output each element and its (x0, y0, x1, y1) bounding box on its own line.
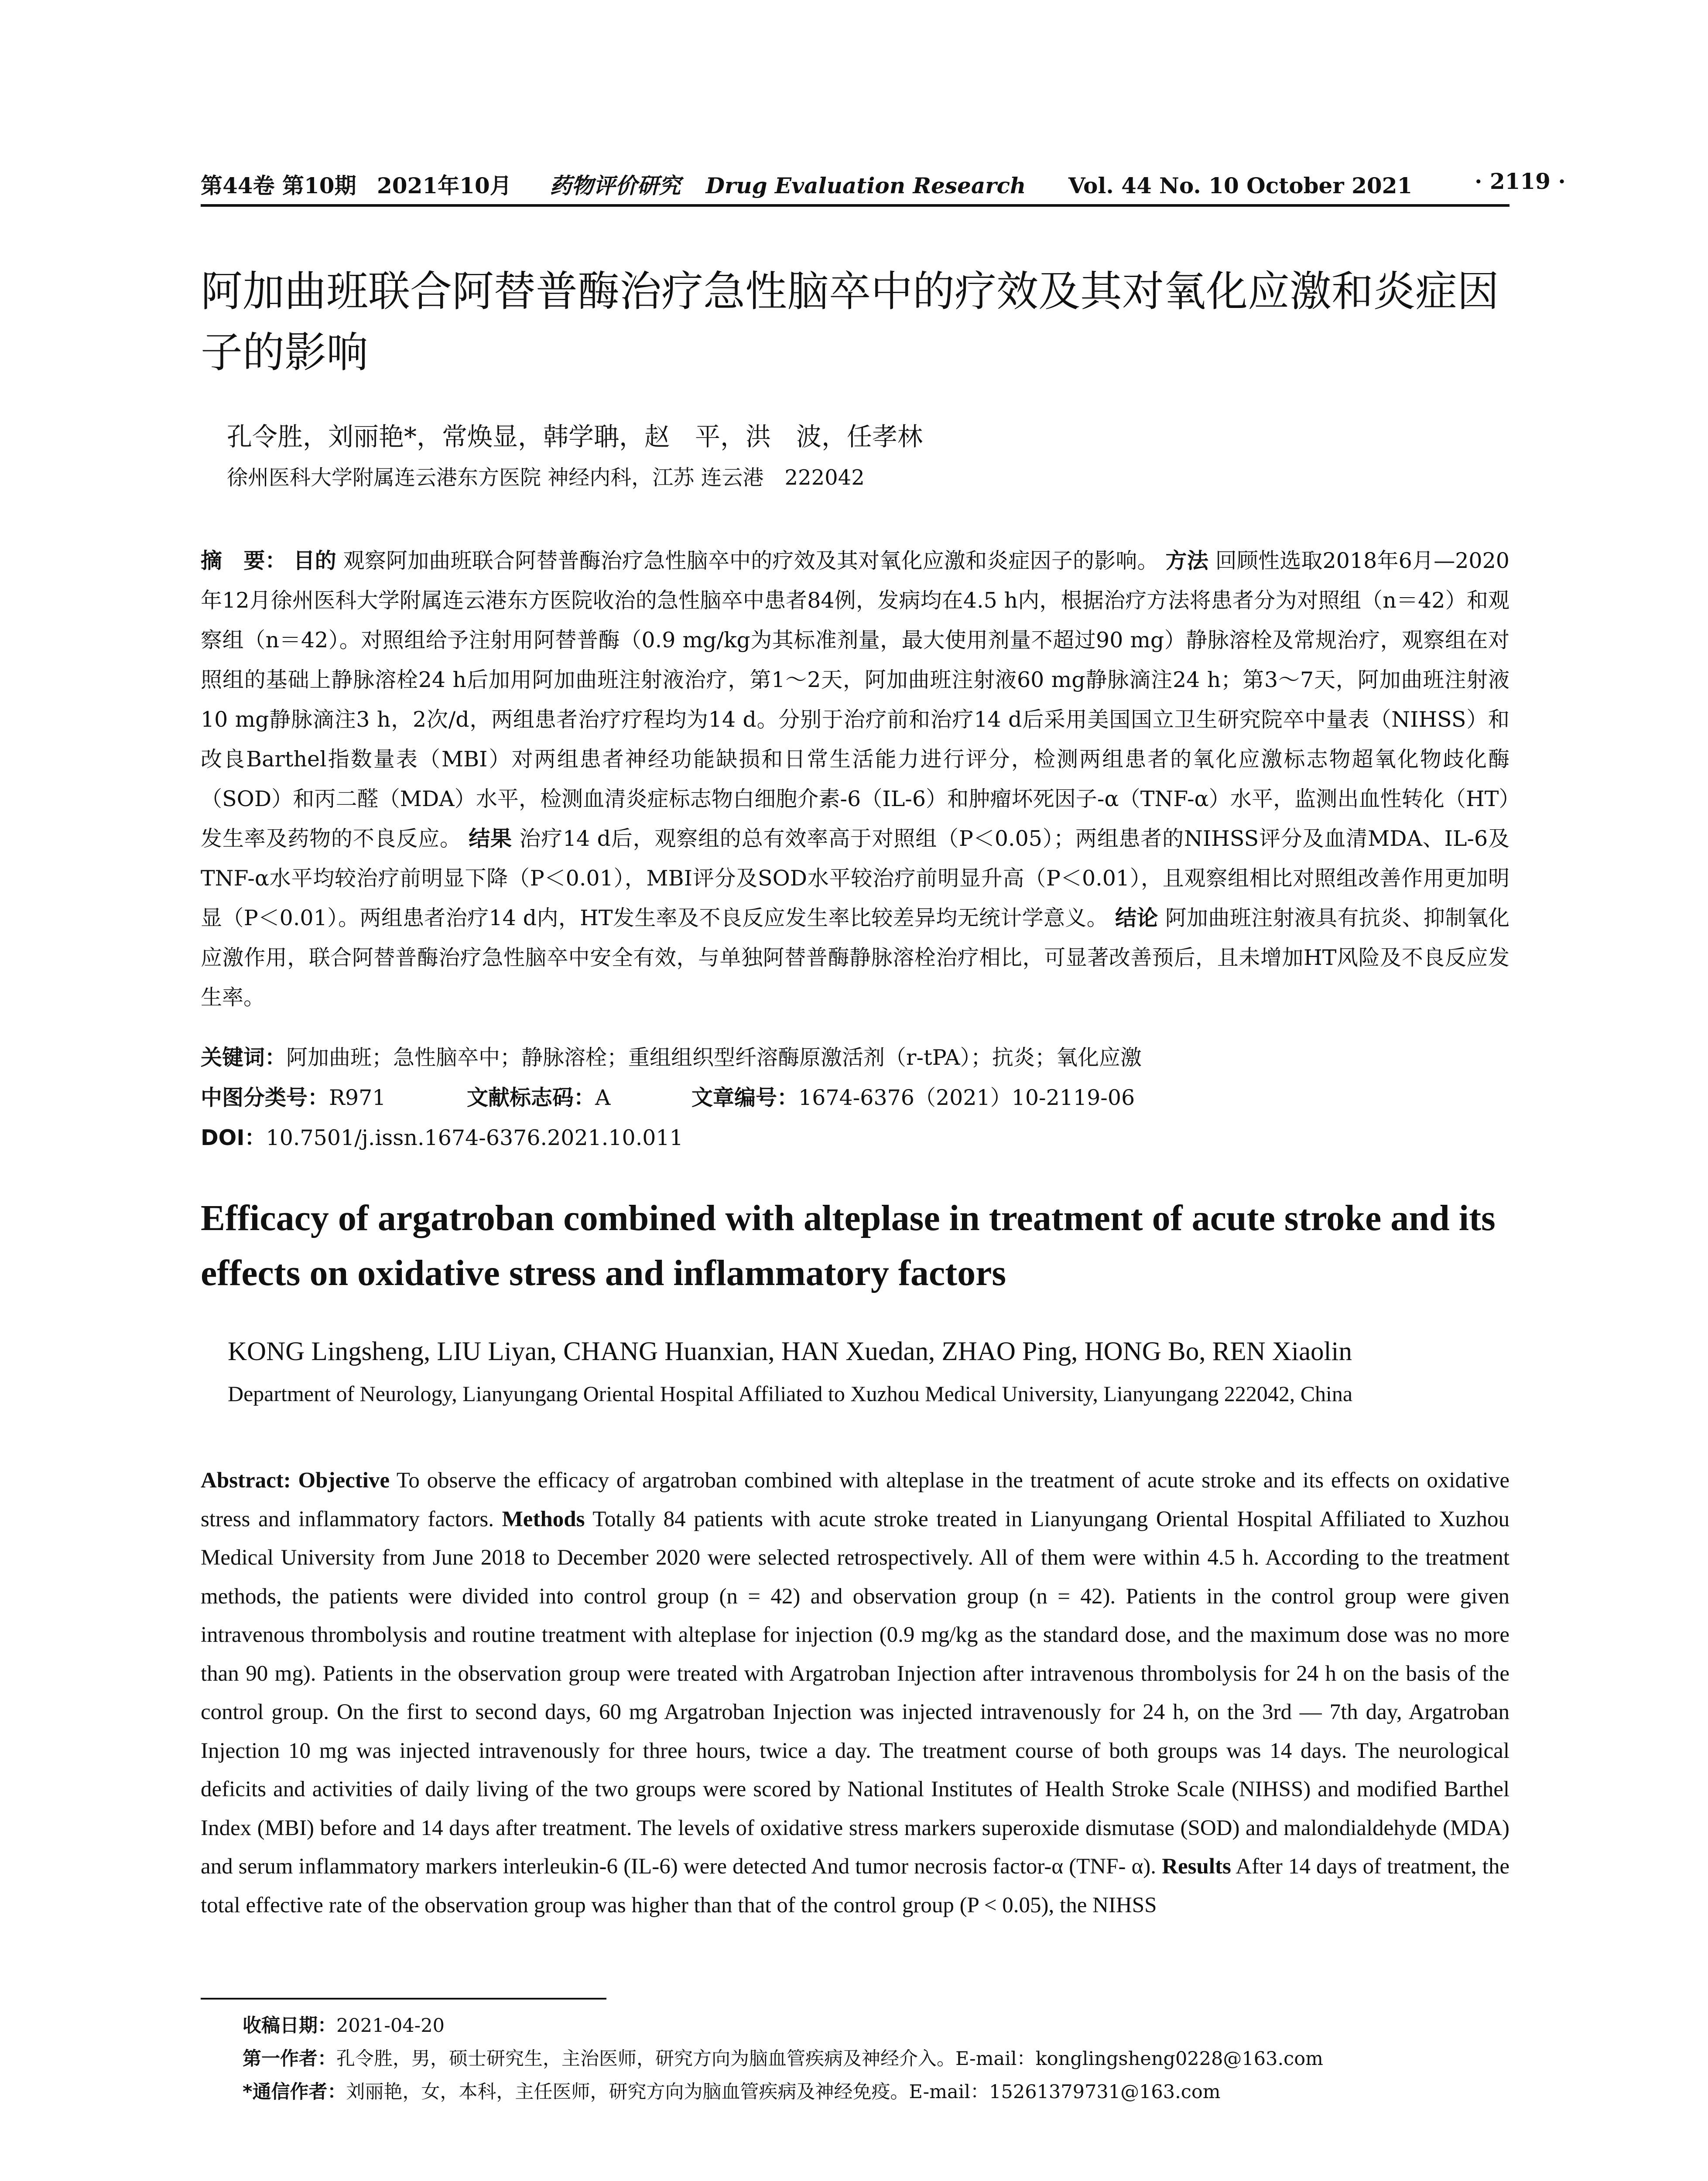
abstract-cn-results: 治疗14 d后，观察组的总有效率高于对照组（P＜0.05）；两组患者的NIHSS评分及血清MDA、IL-6及TNF-α水平均较治疗前明显下降（P＜0.01），MBI评分及SOD水平较治疗前明显升高（P＜0.01），且观察组相比对照组改善作用更加明显（P＜0.01）。两组患者治疗14 d内，HT发生率及不良反应发生率比较差异均无统计学意义。 (201, 826, 1510, 930)
corresponding-author-label: *通信作者： (243, 2081, 346, 2103)
article-number-label: 文章编号： (691, 1085, 799, 1110)
affiliation-cn: 徐州医科大学附属连云港东方医院 神经内科，江苏 连云港 222042 (227, 465, 865, 490)
journal-logo: 药物评价研究 (550, 173, 681, 198)
abstract-en-objective-label: Objective (298, 1468, 390, 1493)
classification-line (201, 1081, 1509, 1111)
footnote-first-author (243, 2046, 1486, 2072)
article-number (691, 1081, 1135, 1111)
document-code (467, 1081, 610, 1111)
footnote-received (243, 2013, 1486, 2039)
clc-label: 中图分类号： (201, 1085, 329, 1110)
article-number-value: 1674-6376（2021）10-2119-06 (798, 1085, 1135, 1110)
document-code-label: 文献标志码： (467, 1085, 596, 1110)
abstract-cn-objective: 观察阿加曲班联合阿替普酶治疗急性脑卒中的疗效及其对氧化应激和炎症因子的影响。 (343, 548, 1159, 573)
abstract-cn-methods-label: 方法 (1165, 548, 1208, 573)
authors-cn: 孔令胜，刘丽艳*，常焕显，韩学聃，赵 平，洪 波，任孝林 (227, 422, 923, 451)
document-code-value: A (595, 1085, 611, 1110)
footnote-corresponding-author (243, 2079, 1486, 2105)
first-author-label: 第一作者： (243, 2048, 336, 2070)
abstract-cn (201, 541, 1509, 1017)
abstract-en (201, 1461, 1509, 1925)
header-rule (201, 204, 1509, 207)
doi-link[interactable]: 10.7501/j.issn.1674-6376.2021.10.011 (266, 1125, 683, 1150)
abstract-en-objective: To observe the efficacy of argatroban combined with alteplase in the treatment of acute stroke and its effects on oxidative stress and inflammatory factors. (201, 1468, 1509, 1531)
header-volume-cn: 第44卷 第10期 (201, 173, 356, 198)
abstract-en-methods: Totally 84 patients with acute stroke treated in Lianyungang Oriental Hospital Affiliated to Xuzhou Medical University from June 2018 to December 2020 were selected retrospectively. All of them were within 4.5 h. According to the treatment methods, the patients were divided into control group (n = 42) and observation group (n = 42). Patients in the control group were given intravenous thrombolysis and routine treatment with alteplase for injection (0.9 mg/kg as the standard dose, and the maximum dose was no more than 90 mg). Patients in the observation group were treated with Argatroban Injection after intravenous thrombolysis for 24 h on the basis of the control group. On the first to second days, 60 mg Argatroban Injection was injected intravenously for 24 h, on the 3rd — 7th day, Argatroban Injection 10 mg was injected intravenously for three hours, twice a day. The treatment course of both groups was 14 days. The neurological deficits and activities of daily living of the two groups were scored by National Institutes of Health Stroke Scale (NIHSS) and modified Barthel Index (MBI) before and 14 days after treatment. The levels of oxidative stress markers superoxide dismutase (SOD) and malondialdehyde (MDA) and serum inflammatory markers interleukin-6 (IL-6) were detected And tumor necrosis factor-α (TNF- α). (201, 1507, 1509, 1879)
abstract-cn-objective-label: 目的 (293, 548, 336, 573)
abstract-cn-conclusion: 阿加曲班注射液具有抗炎、抑制氧化应激作用，联合阿替普酶治疗急性脑卒中安全有效，与单独阿替普酶静脉溶栓治疗相比，可显著改善预后，且未增加HT风险及不良反应发生率。 (201, 906, 1509, 1010)
keywords-text: 阿加曲班；急性脑卒中；静脉溶栓；重组组织型纤溶酶原激活剂（r-tPA）；抗炎；氧化应激 (286, 1045, 1142, 1070)
abstract-en-results-label: Results (1162, 1854, 1231, 1879)
keywords-label: 关键词： (201, 1045, 287, 1070)
abstract-en-methods-label: Methods (502, 1507, 585, 1531)
abstract-en-label: Abstract: (201, 1468, 291, 1493)
clc-value: R971 (329, 1085, 386, 1110)
abstract-cn-results-label: 结果 (469, 826, 512, 851)
header-page-number: · 2119 · (1475, 168, 1566, 194)
abstract-cn-conclusion-label: 结论 (1115, 906, 1158, 930)
title-cn: 阿加曲班联合阿替普酶治疗急性脑卒中的疗效及其对氧化应激和炎症因子的影响 (201, 267, 1499, 377)
authors-en: KONG Lingsheng, LIU Liyan, CHANG Huanxian, HAN Xuedan, ZHAO Ping, HONG Bo, REN Xiaolin (228, 1337, 1352, 1366)
abstract-cn-label: 摘 要： (201, 548, 287, 573)
abstract-cn-methods: 回顾性选取2018年6月—2020年12月徐州医科大学附属连云港东方医院收治的急性脑卒中患者84例，发病均在4.5 h内，根据治疗方法将患者分为对照组（n＝42）和观察组（n＝42）。对照组给予注射用阿替普酶（0.9 mg/kg为其标准剂量，最大使用剂量不超过90 mg）静脉溶栓及常规治疗，观察组在对照组的基础上静脉溶栓24 h后加用阿加曲班注射液治疗，第1～2天，阿加曲班注射液60 mg静脉滴注24 h；第3～7天，阿加曲班注射液10 mg静脉滴注3 h，2次/d，两组患者治疗疗程均为14 d。分别于治疗前和治疗14 d后采用美国国立卫生研究院卒中量表（NIHSS）和改良Barthel指数量表（MBI）对两组患者神经功能缺损和日常生活能力进行评分，检测两组患者的氧化应激标志物超氧化物歧化酶（SOD）和丙二醛（MDA）水平，检测血清炎症标志物白细胞介素-6（IL-6）和肿瘤坏死因子-α（TNF-α）水平，监测出血性转化（HT）发生率及药物的不良反应。 (201, 548, 1509, 851)
running-header (201, 168, 1566, 200)
corresponding-author-text: 刘丽艳，女，本科，主任医师，研究方向为脑血管疾病及神经免疫。E-mail：15261379731@163.com (346, 2081, 1221, 2103)
received-date: 2021-04-20 (336, 2015, 445, 2037)
header-volume-en: Vol. 44 No. 10 October 2021 (1068, 173, 1413, 198)
doi-label: DOI： (201, 1125, 266, 1150)
keywords-cn (201, 1041, 1509, 1071)
footnote-rule (201, 1998, 606, 2000)
title-en: Efficacy of argatroban combined with alteplase in treatment of acute stroke and its effects on oxidative stress and inflammatory factors (201, 1198, 1496, 1293)
abstract-en-results: After 14 days of treatment, the total effective rate of the observation group was higher than that of the control group (P < 0.05), the NIHSS (201, 1854, 1510, 1918)
header-journal-en: Drug Evaluation Research (705, 173, 1026, 198)
header-date-cn: 2021年10月 (377, 173, 512, 198)
clc-number (201, 1081, 386, 1111)
affiliation-en: Department of Neurology, Lianyungang Oriental Hospital Affiliated to Xuzhou Medical University, Lianyungang 222042, China (228, 1381, 1353, 1406)
received-label: 收稿日期： (243, 2015, 336, 2037)
doi-line (201, 1121, 1509, 1152)
first-author-text: 孔令胜，男，硕士研究生，主治医师，研究方向为脑血管疾病及神经介入。E-mail：konglingsheng0228@163.com (336, 2048, 1323, 2070)
